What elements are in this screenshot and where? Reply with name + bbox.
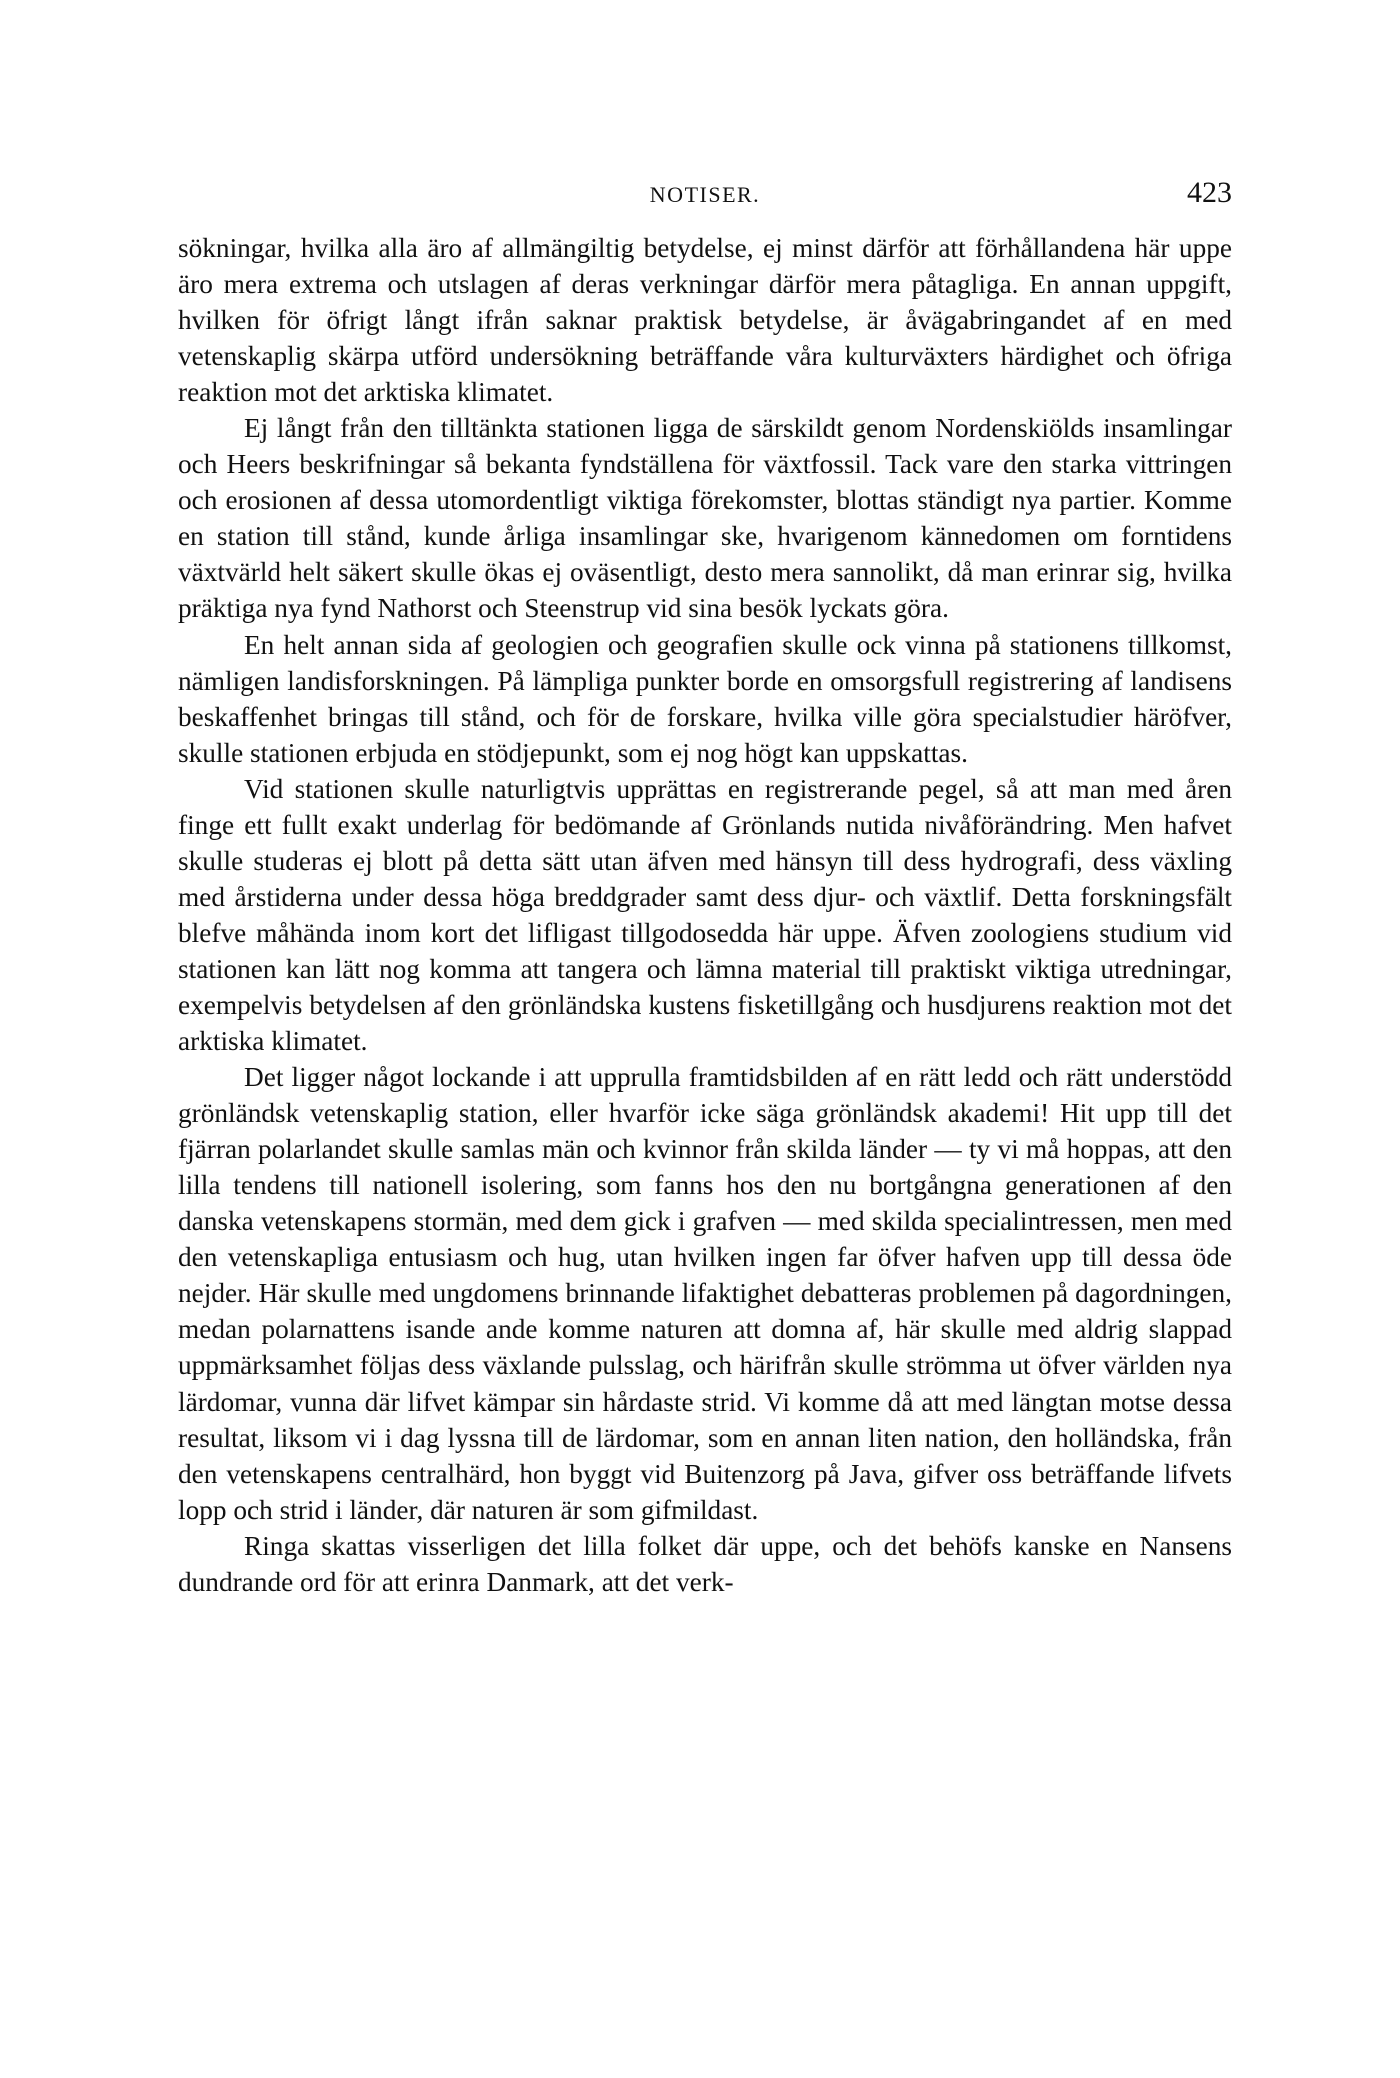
- body-text: [178, 230, 1232, 1600]
- paragraph-3: En helt annan sida af geologien och geografien skulle ock vinna på stationens tillkomst, nämligen landisforskningen. På lämpliga punkter borde en omsorgsfull registrering af landisens beskaffenhet bringas till stånd, och för de forskare, hvilka ville göra specialstudier häröfver, skulle stationen erbjuda en stödjepunkt, som ej nog högt kan uppskattas.: [178, 629, 1232, 768]
- paragraph-6: Ringa skattas visserligen det lilla folket där uppe, och det behöfs kanske en Nansens dundrande ord för att erinra Danmark, att det verk-: [178, 1530, 1232, 1597]
- page-header: [178, 176, 1232, 230]
- paragraph-2: Ej långt från den tilltänkta stationen ligga de särskildt genom Nordenskiölds insamlingar och Heers beskrifningar så bekanta fyndställena för växtfossil. Tack vare den starka vittringen och erosionen af dessa utomordentligt viktiga förekomster, blottas ständigt nya partier. Komme en station till stånd, kunde årliga insamlingar ske, hvarigenom kännedomen om forntidens växtvärld helt säkert skulle ökas ej oväsentligt, desto mera sannolikt, då man erinrar sig, hvilka präktiga nya fynd Nathorst och Steenstrup vid sina besök lyckats göra.: [178, 413, 1232, 624]
- book-page: [178, 176, 1232, 2036]
- paragraph-5: Det ligger något lockande i att upprulla framtidsbilden af en rätt ledd och rätt understödd grönländsk vetenskaplig station, eller hvarför icke säga grönländsk akademi! Hit upp till det fjärran polarlandet skulle samlas män och kvinnor från skilda länder — ty vi må hoppas, att den lilla tendens till nationell isolering, som fanns hos den nu bortgångna generationen af den danska vetenskapens stormän, med dem gick i grafven — med skilda specialintressen, men med den vetenskapliga entusiasm och hug, utan hvilken ingen far öfver hafven upp till dessa öde nejder. Här skulle med ungdomens brinnande lifaktighet debatteras problemen på dagordningen, medan polarnattens isande ande komme naturen att domna af, här skulle med aldrig slappad uppmärksamhet följas dess växlande pulsslag, och härifrån skulle strömma ut öfver världen nya lärdomar, vunna där lifvet kämpar sin hårdaste strid. Vi komme då att med längtan motse dessa resultat, liksom vi i dag lyssna till de lärdomar, som en annan liten nation, den holländska, från den vetenskapens centralhärd, hon byggt vid Buitenzorg på Java, gifver oss beträffande lifvets lopp och strid i länder, där naturen är som gifmildast.: [178, 1062, 1232, 1525]
- running-title: NOTISER.: [649, 182, 761, 207]
- page-number: 423: [1187, 176, 1232, 209]
- paragraph-4: Vid stationen skulle naturligtvis upprättas en registrerande pegel, så att man med åren finge ett fullt exakt underlag för bedömande af Grönlands nutida nivåförändring. Men hafvet skulle studeras ej blott på detta sätt utan äfven med hänsyn till dess hydrografi, dess växling med årstiderna under dessa höga breddgrader samt dess djur- och växtlif. Detta forskningsfält blefve måhända inom kort det lifligast tillgodosedda här uppe. Äfven zoologiens studium vid stationen kan lätt nog komma att tangera och lämna material till praktiskt viktiga utredningar, exempelvis betydelsen af den grönländska kustens fisketillgång och husdjurens reaktion mot det arktiska klimatet.: [178, 773, 1232, 1057]
- paragraph-1: sökningar, hvilka alla äro af allmängiltig betydelse, ej minst därför att förhållandena här uppe äro mera extrema och utslagen af deras verkningar därför mera påtagliga. En annan uppgift, hvilken för öfrigt långt ifrån saknar praktisk betydelse, är åvägabringandet af en med vetenskaplig skärpa utförd undersökning beträffande våra kulturväxters härdighet och öfriga reaktion mot det arktiska klimatet.: [178, 233, 1232, 408]
